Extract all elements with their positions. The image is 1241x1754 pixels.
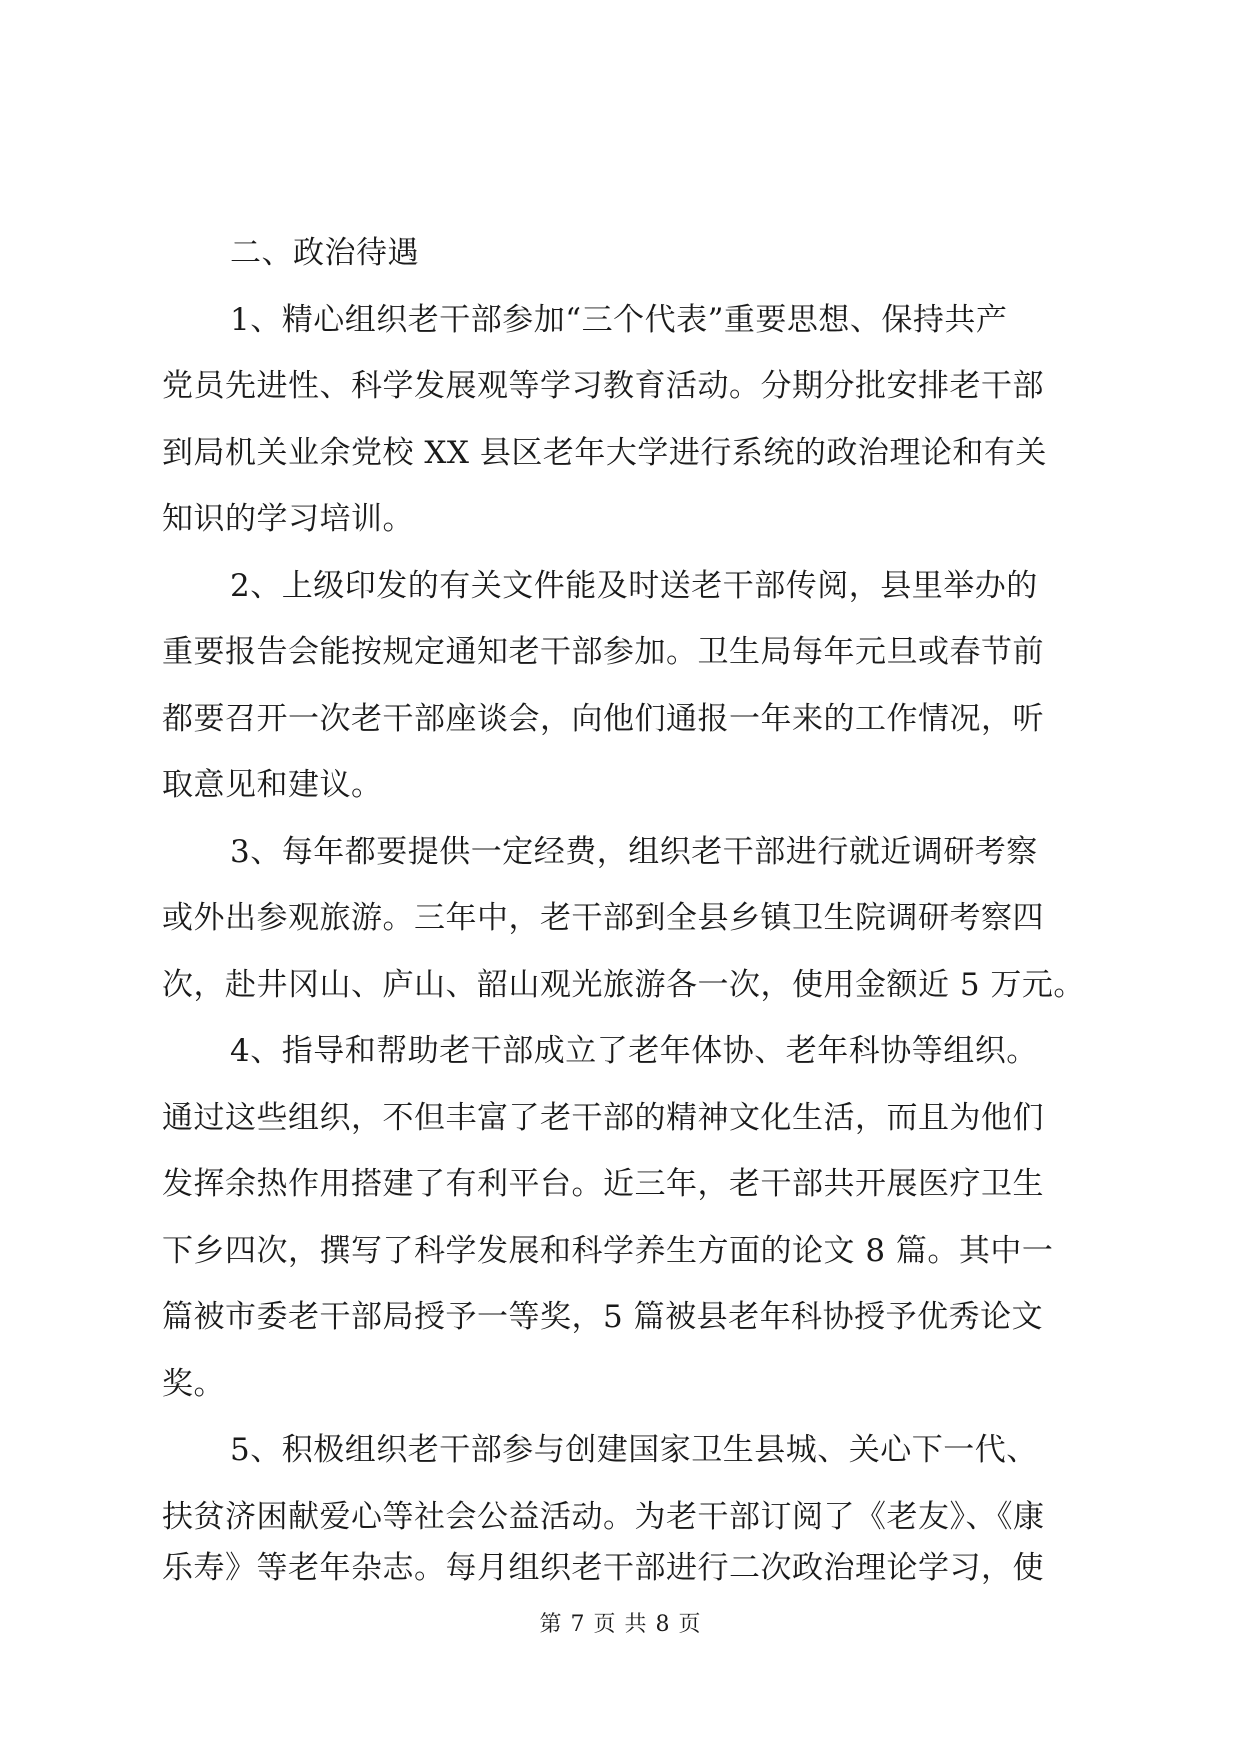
paragraph-3-line-1: 3、每年都要提供一定经费，组织老干部进行就近调研考察 (230, 834, 1038, 870)
page-footer: 第 7 页 共 8 页 (539, 1612, 702, 1637)
paragraph-4-line-1: 4、指导和帮助老干部成立了老年体协、老年科协等组织。 (230, 1033, 1038, 1069)
paragraph-1-line-4: 知识的学习培训。 (162, 501, 414, 537)
paragraph-5-line-2: 扶贫济困献爱心等社会公益活动。为老干部订阅了《老友》、《康 (162, 1499, 1045, 1535)
paragraph-5-line-1: 5、积极组织老干部参与创建国家卫生县城、关心下一代、 (230, 1432, 1038, 1468)
paragraph-4-line-2: 通过这些组织，不但丰富了老干部的精神文化生活，而且为他们 (162, 1100, 1044, 1136)
paragraph-4-line-4: 下乡四次，撰写了科学发展和科学养生方面的论文 8 篇。其中一 (162, 1233, 1054, 1269)
paragraph-1-line-2: 党员先进性、科学发展观等学习教育活动。分期分批安排老干部 (162, 368, 1044, 404)
paragraph-2-line-4: 取意见和建议。 (162, 767, 383, 803)
paragraph-3-line-2: 或外出参观旅游。三年中，老干部到全县乡镇卫生院调研考察四 (162, 900, 1044, 936)
paragraph-1-line-1: 1、精心组织老干部参加“三个代表”重要思想、保持共产 (230, 302, 1008, 338)
paragraph-4-line-5: 篇被市委老干部局授予一等奖，5 篇被县老年科协授予优秀论文 (162, 1299, 1044, 1335)
paragraph-5-line-3: 乐寿》等老年杂志。每月组织老干部进行二次政治理论学习，使 (162, 1550, 1044, 1586)
section-heading: 二、政治待遇 (230, 235, 419, 271)
paragraph-4-line-3: 发挥余热作用搭建了有利平台。近三年，老干部共开展医疗卫生 (162, 1166, 1044, 1202)
paragraph-4-line-6: 奖。 (162, 1366, 225, 1402)
paragraph-2-line-1: 2、上级印发的有关文件能及时送老干部传阅，县里举办的 (230, 568, 1038, 604)
paragraph-1-line-3: 到局机关业余党校 XX 县区老年大学进行系统的政治理论和有关 (162, 435, 1047, 471)
paragraph-2-line-3: 都要召开一次老干部座谈会，向他们通报一年来的工作情况，听 (162, 701, 1044, 737)
paragraph-2-line-2: 重要报告会能按规定通知老干部参加。卫生局每年元旦或春节前 (162, 634, 1044, 670)
paragraph-3-line-3: 次，赴井冈山、庐山、韶山观光旅游各一次，使用金额近 5 万元。 (162, 967, 1085, 1003)
